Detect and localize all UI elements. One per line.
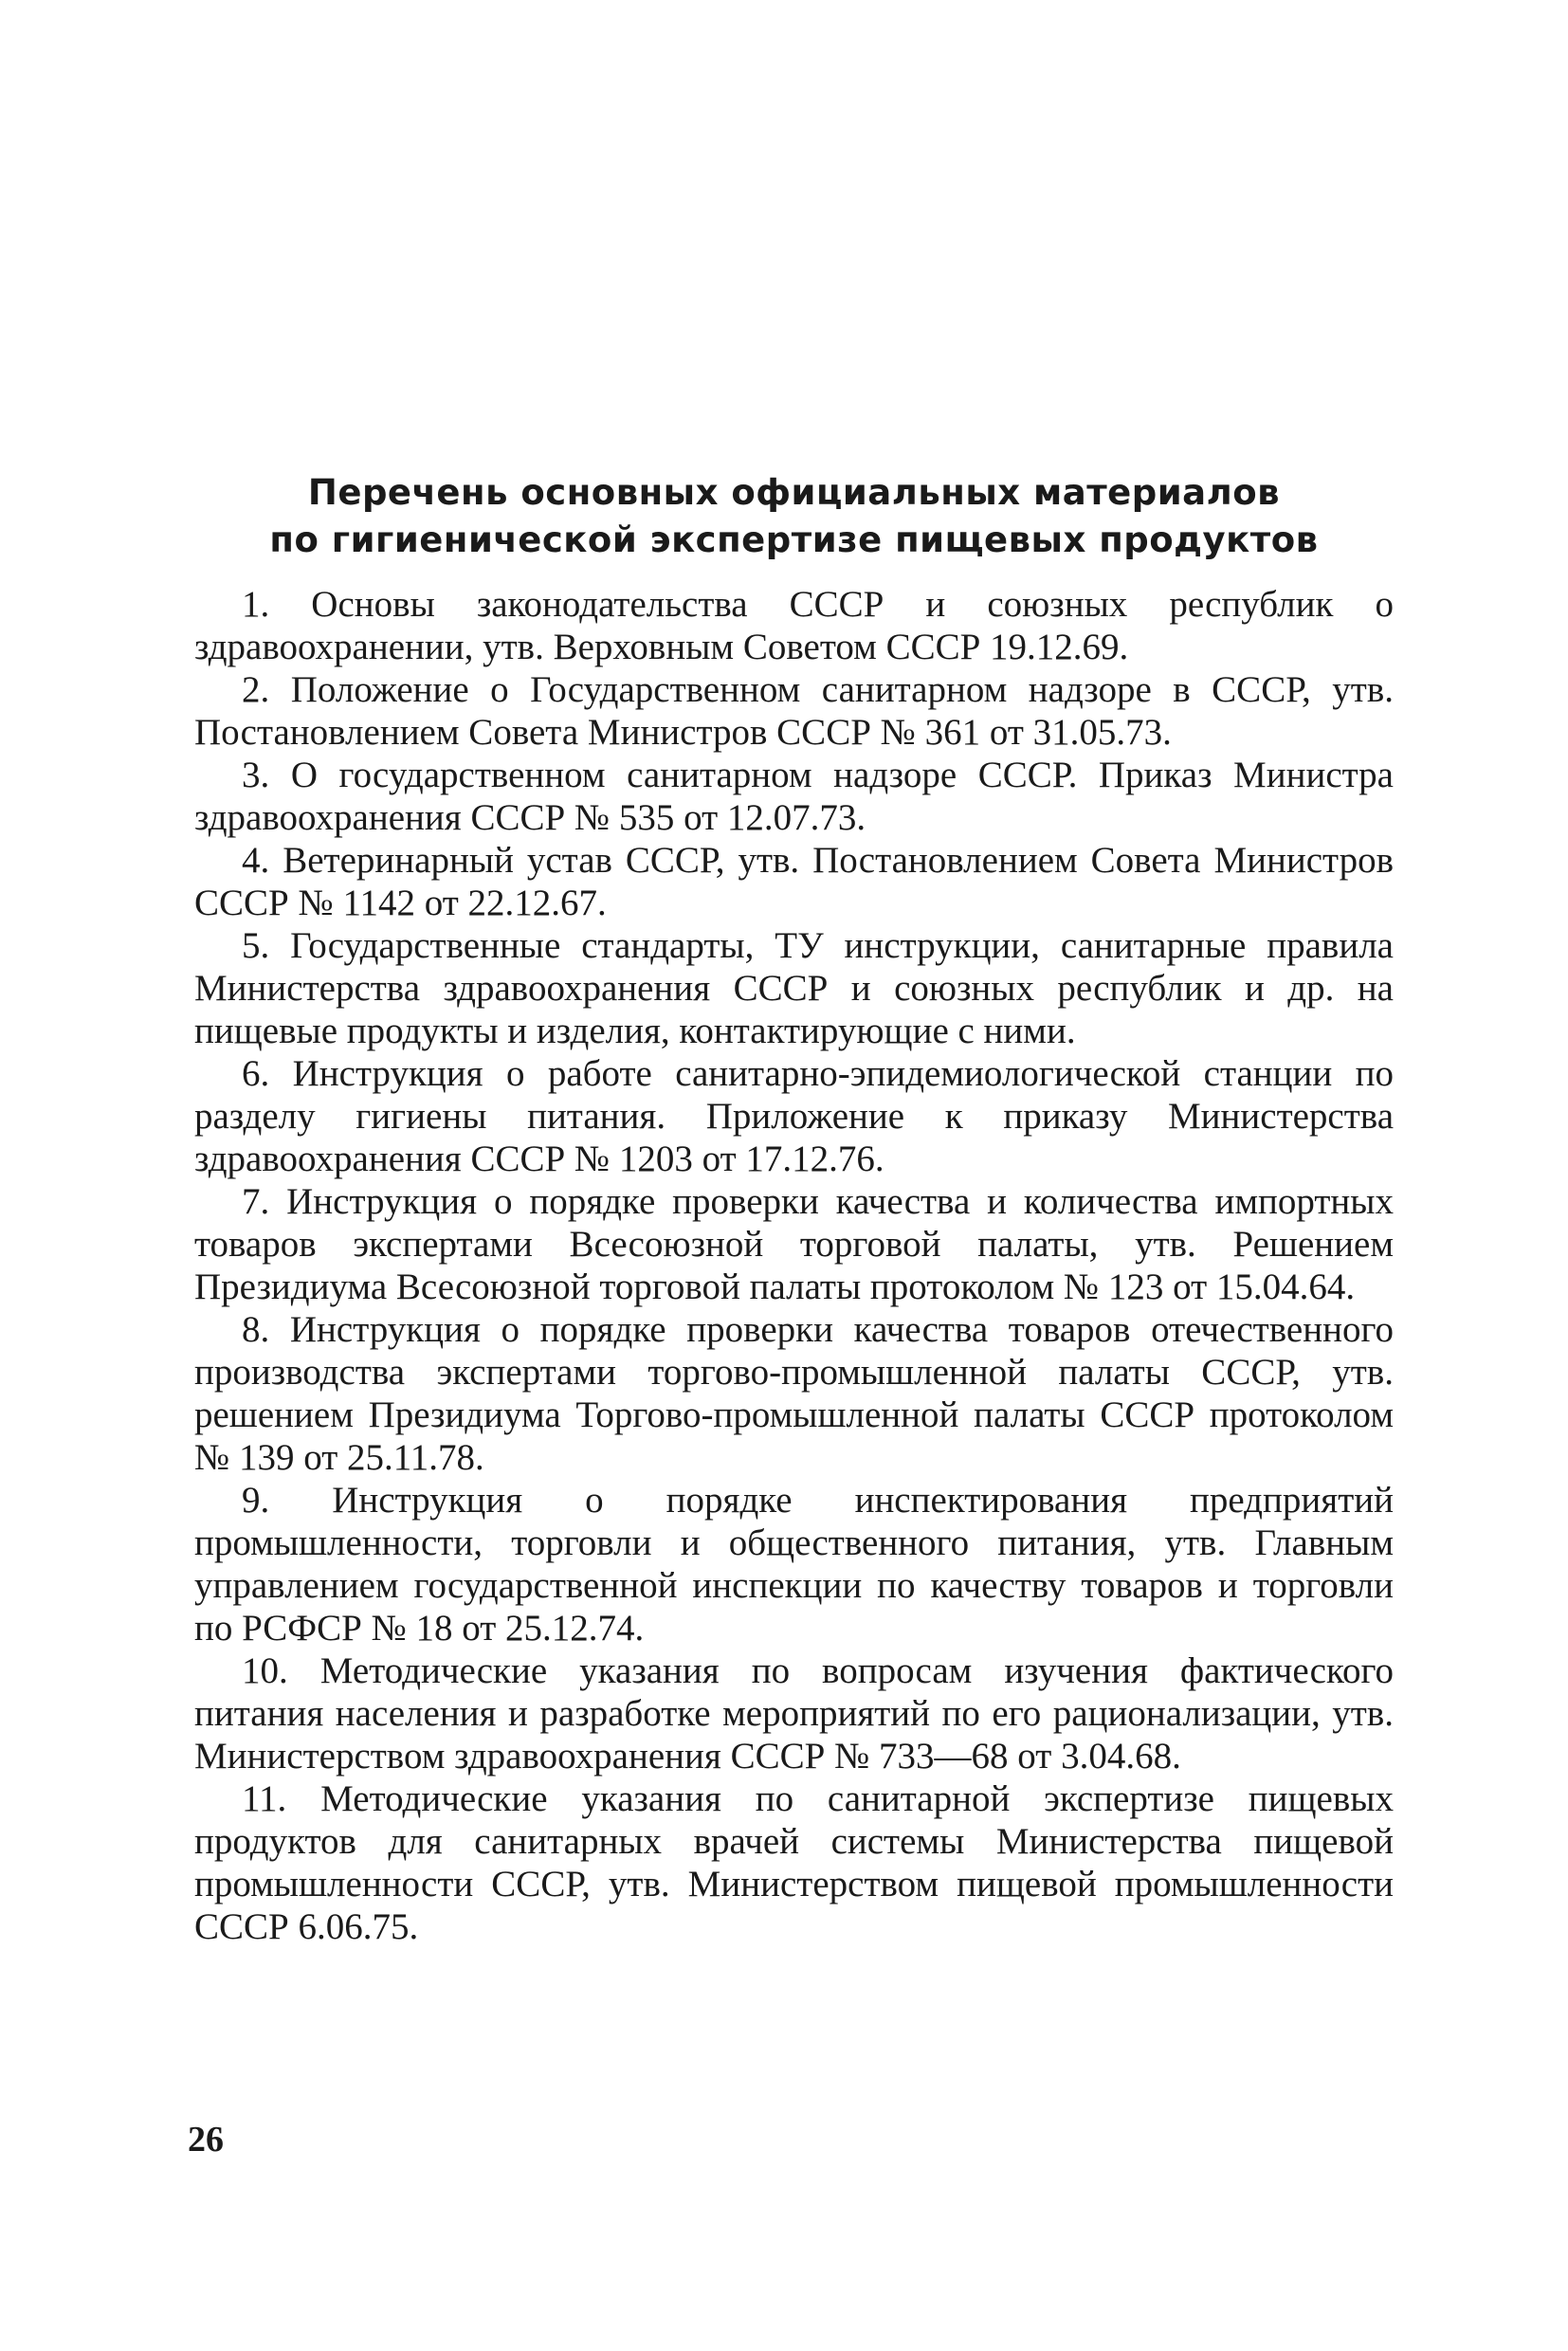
list-item: 11. Методические указания по санитарной экспертизе пищевых продуктов для санитарных врачей системы Министерства пищевой промышленности СССР, утв. Министерством пищевой промышленности СССР 6.06.75. bbox=[194, 1778, 1394, 1947]
heading-line-2: по гигиенической экспертизе пищевых продуктов bbox=[269, 519, 1319, 560]
list-item: 8. Инструкция о порядке проверки качества товаров отечественного производства экспертами торгово-промышленной палаты СССР, утв. решением Президиума Торгово-промышленной палаты СССР протоколом № 139 от 25.11.78. bbox=[194, 1309, 1394, 1478]
list-item: 5. Государственные стандарты, ТУ инструкции, санитарные правила Министерства здравоохранения СССР и союзных республик и др. на пищевые продукты и изделия, контактирующие с ними. bbox=[194, 925, 1394, 1051]
heading-line-1: Перечень основных официальных материалов bbox=[307, 472, 1281, 513]
list-item: 7. Инструкция о порядке проверки качества и количества импортных товаров экспертами Всесоюзной торговой палаты, утв. Решением Президиума Всесоюзной торговой палаты протоколом № 123 от 15.04.64. bbox=[194, 1181, 1394, 1307]
materials-list bbox=[194, 583, 1394, 1948]
page-number: 26 bbox=[188, 2120, 224, 2160]
list-item: 1. Основы законодательства СССР и союзных республик о здравоохранении, утв. Верховным Советом СССР 19.12.69. bbox=[194, 584, 1394, 667]
list-heading bbox=[194, 469, 1394, 564]
list-item: 6. Инструкция о работе санитарно-эпидемиологической станции по разделу гигиены питания. Приложение к приказу Министерства здравоохранения СССР № 1203 от 17.12.76. bbox=[194, 1053, 1394, 1179]
list-item: 2. Положение о Государственном санитарном надзоре в СССР, утв. Постановлением Совета Министров СССР № 361 от 31.05.73. bbox=[194, 669, 1394, 753]
list-item: 3. О государственном санитарном надзоре СССР. Приказ Министра здравоохранения СССР № 535 от 12.07.73. bbox=[194, 755, 1394, 838]
list-item: 4. Ветеринарный устав СССР, утв. Постановлением Совета Министров СССР № 1142 от 22.12.67. bbox=[194, 840, 1394, 923]
list-item: 9. Инструкция о порядке инспектирования предприятий промышленности, торговли и общественного питания, утв. Главным управлением государственной инспекции по качеству товаров и торговли по РСФСР № 18 от 25.12.74. bbox=[194, 1480, 1394, 1649]
list-item: 10. Методические указания по вопросам изучения фактического питания населения и разработке мероприятий по его рационализации, утв. Министерством здравоохранения СССР № 733—68 от 3.04.68. bbox=[194, 1650, 1394, 1777]
